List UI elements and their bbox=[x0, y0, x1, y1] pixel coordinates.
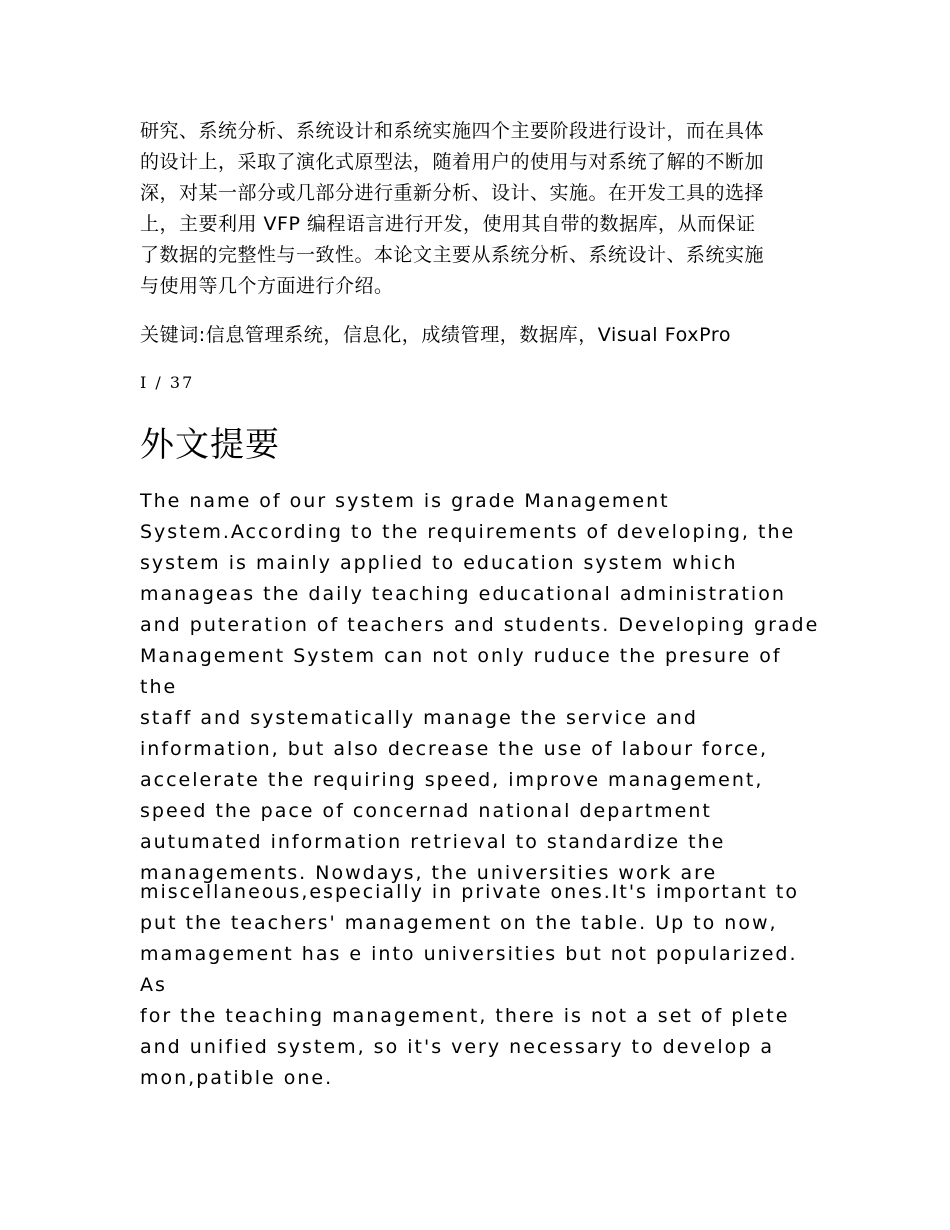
chinese-abstract-body: 研究、系统分析、系统设计和系统实施四个主要阶段进行设计，而在具体 的设计上，采取了演化式原型法，随着用户的使用与对系统了解的不断加 深，对某一部分或几部分进行重新分析、设计、实施。在开发工具的选择 上，主要利用 VFP 编程语言进行开发，使用其自带的数据库，从而保证 了数据的完整性与一致性。本论文主要从系统分析、系统设计、系统实施 与使用等几个方面进行介绍。 bbox=[140, 120, 765, 297]
page-number: I / 37 bbox=[140, 373, 195, 392]
english-abstract-heading: 外文提要 bbox=[140, 425, 280, 465]
english-abstract-paragraph-2: miscellaneous,especially in private ones.It's important to put the teachers' management on the table. Up to now, mamagement has e into universities but not popularized. As for the teaching management, there is not a set of plete and unified system, so it's very necessary to develop a mon,patible one. bbox=[140, 881, 799, 1089]
english-abstract-paragraph-1: The name of our system is grade Management System.According to the requirements of developing, the system is mainly applied to education system which manageas the daily teaching educational administration and puteration of teachers and students. Developing grade Management System can not only ruduce the presure of the staff and systematically manage the service and information, but also decrease the use of labour force, accelerate the requiring speed, improve management, speed the pace of concernad national department autumated information retrieval to standardize the managements. Nowdays, the universities work are bbox=[140, 490, 820, 884]
keywords-line: 关键词:信息管理系统，信息化，成绩管理，数据库，Visual FoxPro bbox=[140, 324, 732, 346]
